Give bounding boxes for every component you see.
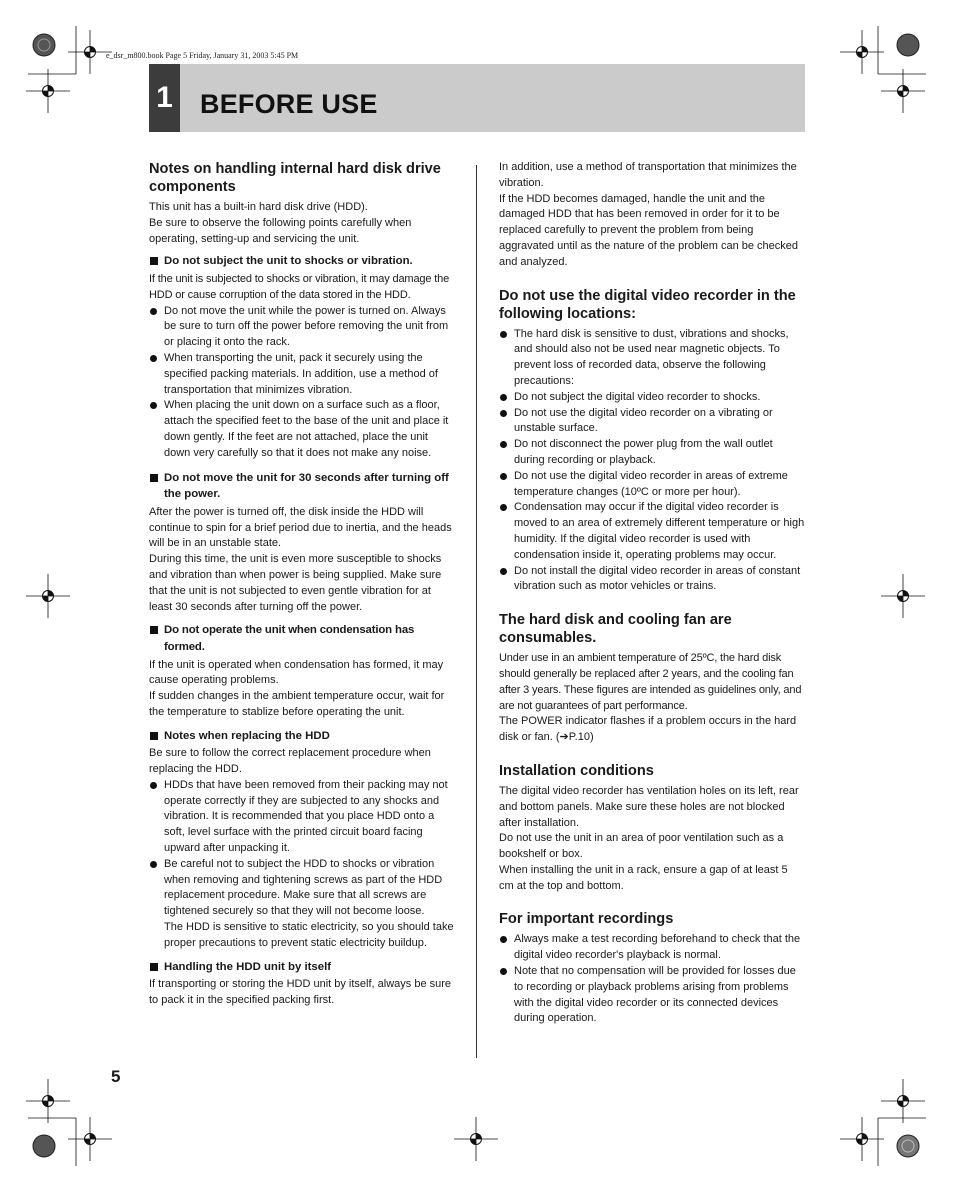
subheading-shocks: Do not subject the unit to shocks or vibration.: [149, 253, 454, 270]
list-item: Be careful not to subject the HDD to shocks or vibration when removing and tightening screws as part of the HDD replacement procedure. Make sure that all screws are tightened securely so that they will not become loose.: [149, 857, 454, 920]
paragraph: Be sure to follow the correct replacement procedure when replacing the HDD.: [149, 747, 431, 776]
list-item: The hard disk is sensitive to dust, vibrations and shocks, and should also not be used near magnetic objects. To prevent loss of recorded data, observe the following precautions:: [499, 327, 805, 390]
subheading-move-after-off: Do not move the unit for 30 seconds after turning off the power.: [149, 470, 454, 503]
list-item: Do not install the digital video recorder in areas of constant vibration such as motor vehicles or trains.: [499, 564, 805, 596]
paragraph: If the unit is subjected to shocks or vibration, it may damage the HDD or cause corruption of the data stored in the HDD.: [149, 272, 450, 301]
bullet-icon: [500, 331, 507, 338]
square-bullet-icon: [150, 257, 158, 265]
bullet-icon: [500, 568, 507, 575]
bullet-icon: [150, 402, 157, 409]
bullet-list-recordings: [499, 932, 805, 1027]
paragraph: During this time, the unit is even more susceptible to shocks and vibration than when power is being supplied. Make sure that the unit is not subjected to even gentle vibration for at least 30 seconds after turning off the power.: [149, 553, 442, 613]
bullet-icon: [150, 861, 157, 868]
bullet-icon: [500, 441, 507, 448]
paragraph: If the unit is operated when condensation has formed, it may cause operating problems.: [149, 658, 444, 687]
paragraph: The digital video recorder has ventilation holes on its left, rear and bottom panels. Make sure these holes are not blocked after installation.: [499, 784, 799, 829]
paragraph-static-note: The HDD is sensitive to static electricity, so you should take proper precautions to prevent static electricity buildup.: [164, 921, 454, 949]
bullet-icon: [150, 355, 157, 362]
paragraph: Be sure to observe the following points carefully when operating, setting-up and servicing the unit.: [149, 216, 412, 245]
square-bullet-icon: [150, 626, 158, 634]
bullet-icon: [500, 394, 507, 401]
square-bullet-icon: [150, 963, 158, 971]
paragraph: If the HDD becomes damaged, handle the unit and the damaged HDD that has been removed in order for it to be replaced carefully to prevent the problem from being aggravated until as the nature of the problem can be checked and analyzed.: [499, 192, 799, 268]
list-item: Do not move the unit while the power is turned on. Always be sure to turn off the power before removing the unit from or placing it onto the rack.: [149, 304, 454, 351]
paragraph: The POWER indicator flashes if a problem occurs in the hard disk or fan. (➔P.10): [499, 715, 797, 744]
bullet-icon: [500, 410, 507, 417]
square-bullet-icon: [150, 474, 158, 482]
chapter-number: 1: [156, 81, 173, 114]
list-item: Note that no compensation will be provided for losses due to recording or playback problems arising from problems with the digital video recorder or its connected devices during operation.: [499, 964, 805, 1027]
bullet-list-shocks: [149, 304, 454, 462]
list-item: Do not use the digital video recorder on a vibrating or unstable surface.: [499, 406, 805, 438]
list-item: Condensation may occur if the digital video recorder is moved to an area of extremely different temperature or high humidity. If the digital video recorder is used with condensation inside it, operating problems may occur.: [499, 500, 805, 563]
section-title-hdd-handling: Notes on handling internal hard disk drive components: [149, 161, 441, 195]
bullet-list-replacing: [149, 778, 454, 920]
list-item: When transporting the unit, pack it securely using the specified packing materials. In addition, use a method of transportation that minimizes vibration.: [149, 351, 454, 398]
list-item: Always make a test recording beforehand to check that the digital video recorder's playback is normal.: [499, 932, 805, 964]
section-title-consumables: The hard disk and cooling fan are consumables.: [499, 612, 732, 647]
list-item: Do not disconnect the power plug from the wall outlet during recording or playback.: [499, 437, 805, 469]
bullet-icon: [500, 504, 507, 511]
paragraph: In addition, use a method of transportation that minimizes the vibration.: [499, 161, 797, 189]
subheading-hdd-by-itself: Handling the HDD unit by itself: [149, 959, 454, 976]
file-info: e_dsr_m800.book Page 5 Friday, January 31, 2003 5:45 PM: [106, 51, 299, 60]
page-number: 5: [111, 1067, 121, 1086]
chapter-title: BEFORE USE: [200, 89, 378, 119]
column-divider: [476, 165, 477, 1058]
right-column: [499, 160, 805, 1027]
paragraph: After the power is turned off, the disk inside the HDD will continue to spin for a brief period due to inertia, and the heads will be in an unstable state.: [149, 505, 452, 550]
bullet-icon: [500, 936, 507, 943]
bullet-icon: [500, 473, 507, 480]
square-bullet-icon: [150, 732, 158, 740]
bullet-icon: [150, 308, 157, 315]
paragraph: Under use in an ambient temperature of 25ºC, the hard disk should generally be replaced after 2 years, and the cooling fan after 3 years. These figures are intended as guidelines only, and are not guarantees of part performance.: [499, 652, 802, 712]
paragraph: Do not use the unit in an area of poor ventilation such as a bookshelf or box.: [499, 832, 784, 861]
bullet-list-locations: [499, 327, 805, 596]
subheading-replacing-hdd: Notes when replacing the HDD: [149, 728, 454, 745]
section-title-important-recordings: For important recordings: [499, 911, 674, 928]
subheading-condensation: Do not operate the unit when condensation has formed.: [149, 622, 454, 655]
bullet-icon: [500, 968, 507, 975]
list-item: Do not use the digital video recorder in areas of extreme temperature changes (10ºC or more per hour).: [499, 469, 805, 501]
list-item: Do not subject the digital video recorder to shocks.: [499, 390, 805, 406]
bullet-icon: [150, 782, 157, 789]
paragraph: When installing the unit in a rack, ensure a gap of at least 5 cm at the top and bottom.: [499, 863, 788, 892]
list-item: When placing the unit down on a surface such as a floor, attach the specified feet to the base of the unit and place it down gently. If the feet are not attached, place the unit down very carefully so that it does not make any noise.: [149, 398, 454, 461]
paragraph: If sudden changes in the ambient temperature occur, wait for the temperature to stablize before operating the unit.: [149, 690, 445, 718]
paragraph: This unit has a built-in hard disk drive (HDD).: [149, 201, 368, 213]
section-title-locations: Do not use the digital video recorder in the following locations:: [499, 287, 796, 322]
paragraph: If transporting or storing the HDD unit by itself, always be sure to pack it in the specified packing first.: [149, 978, 452, 1007]
section-title-installation: Installation conditions: [499, 762, 654, 779]
left-column: [149, 160, 454, 1009]
list-item: HDDs that have been removed from their packing may not operate correctly if they are subjected to any shocks and vibration. It is recommended that you place HDD onto a soft, level surface with the printed circuit board facing upward after unpacking it.: [149, 778, 454, 857]
